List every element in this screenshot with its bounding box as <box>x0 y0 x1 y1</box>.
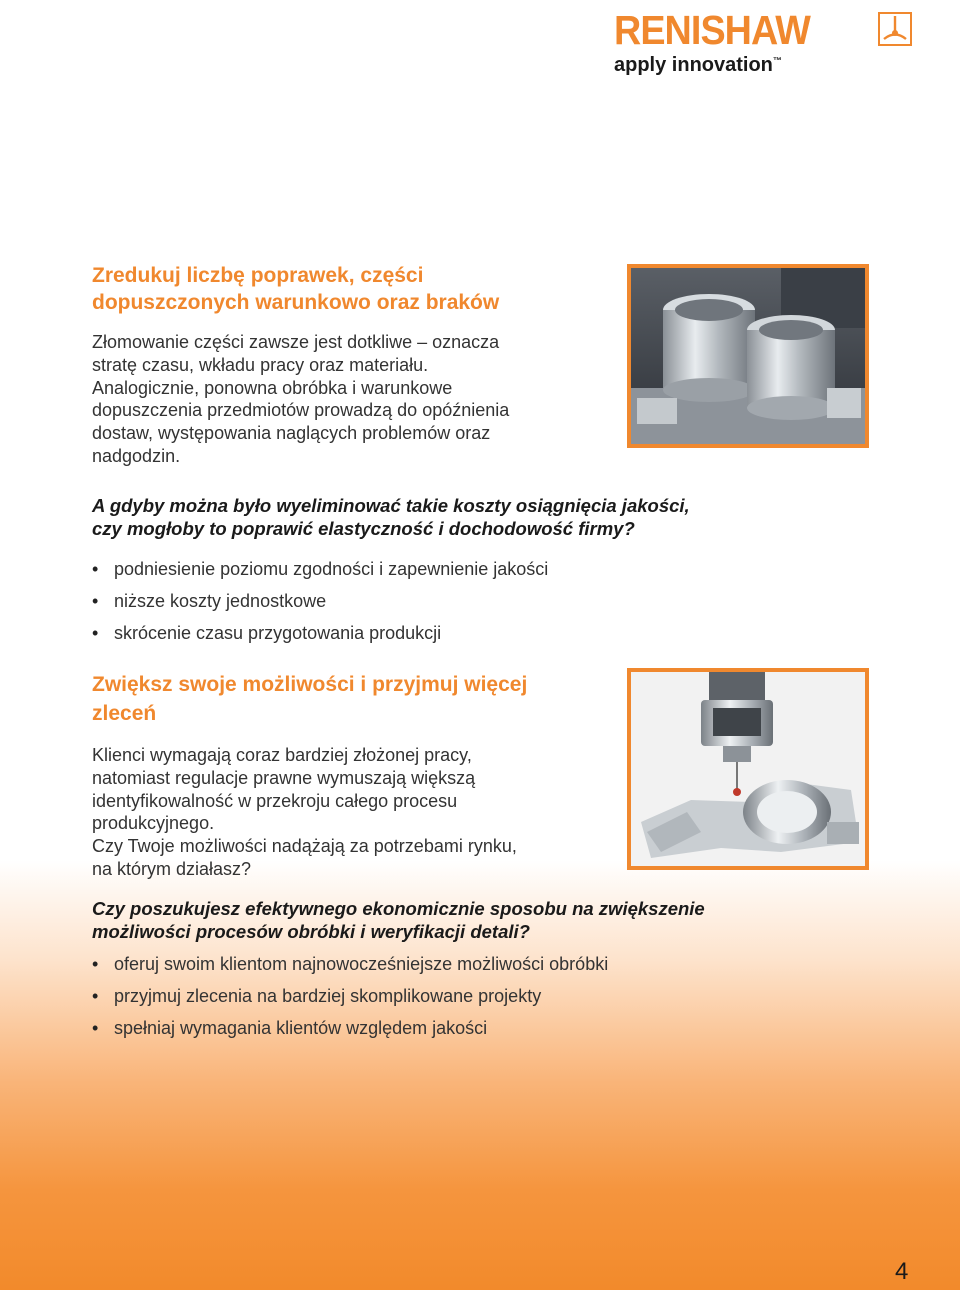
section2-paragraph: Klienci wymagają coraz bardziej złożonej pracy, natomiast regulacje prawne wymuszają większą identyfikowalność w przekroju całego procesu produkcyjnego. Czy Twoje możliwości nadążają za potrzebami rynku, na którym działasz? <box>92 745 517 879</box>
logo-tagline: apply innovation™ <box>614 54 782 76</box>
list-item: • spełniaj wymagania klientów względem jakości <box>92 1017 608 1049</box>
list-item: • oferuj swoim klientom najnowocześniejsze możliwości obróbki <box>92 953 608 985</box>
probe-inspection-photo <box>627 668 869 870</box>
section1-paragraph: Złomowanie części zawsze jest dotkliwe – oznacza stratę czasu, wkładu pracy oraz materiału. Analogicznie, ponowna obróbka i warunkowe dopuszczenia przedmiotów prowadzą do opóźnienia dostaw, występowania naglących problemów oraz nadgodzin. <box>92 332 510 466</box>
renishaw-logo <box>614 7 914 80</box>
list-item: • podniesienie poziomu zgodności i zapewnienie jakości <box>92 558 548 590</box>
list-item: • niższe koszty jednostkowe <box>92 590 548 622</box>
list-item: • skrócenie czasu przygotowania produkcji <box>92 622 548 654</box>
machined-parts-photo <box>627 264 869 448</box>
section2-heading: Zwiększ swoje możliwości i przyjmuj więcej zleceń <box>92 673 528 725</box>
machined-parts-image <box>631 268 865 444</box>
section2-question: Czy poszukujesz efektywnego ekonomicznie sposobu na zwiększenie możliwości procesów obróbki i weryfikacji detali? <box>92 898 705 942</box>
section2-bullet-list <box>92 953 608 1049</box>
page-number: 4 <box>895 1258 909 1285</box>
section1-heading: Zredukuj liczbę poprawek, części dopuszczonych warunkowo oraz braków <box>92 264 500 314</box>
list-item: • przyjmuj zlecenia na bardziej skomplikowane projekty <box>92 985 608 1017</box>
logo-wordmark: RENISHAW <box>614 7 810 53</box>
renishaw-emblem-icon <box>878 12 912 46</box>
section1-bullet-list <box>92 558 548 654</box>
section1-question: A gdyby można było wyeliminować takie koszty osiągnięcia jakości, czy mogłoby to poprawić elastyczność i dochodowość firmy? <box>92 495 690 539</box>
probe-inspection-image <box>631 672 865 866</box>
